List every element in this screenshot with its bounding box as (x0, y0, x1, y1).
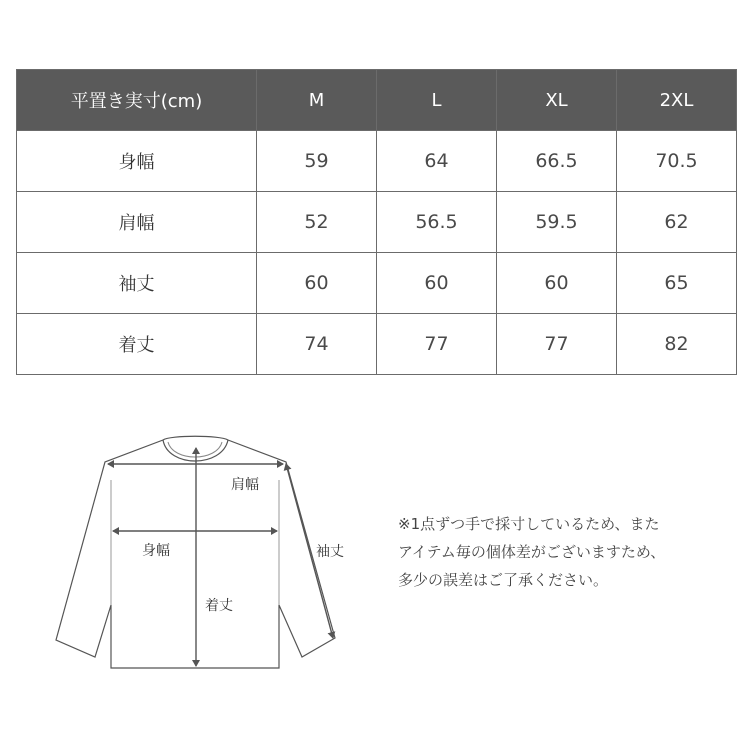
row-label: 身幅 (17, 131, 257, 192)
body-length-label: 着丈 (205, 598, 233, 614)
row-label: 着丈 (17, 314, 257, 375)
measurement-note (398, 510, 743, 594)
table-row (17, 314, 737, 375)
table-cell: 59.5 (497, 192, 617, 253)
size-table (16, 69, 737, 375)
row-label: 袖丈 (17, 253, 257, 314)
header-size-m: M (257, 70, 377, 131)
table-row (17, 131, 737, 192)
header-size-2xl: 2XL (617, 70, 737, 131)
table-cell: 60 (257, 253, 377, 314)
table-cell: 64 (377, 131, 497, 192)
header-size-xl: XL (497, 70, 617, 131)
table-cell: 59 (257, 131, 377, 192)
note-line: アイテム毎の個体差がございますため、 (398, 543, 666, 561)
garment-diagram (0, 400, 380, 700)
row-label: 肩幅 (17, 192, 257, 253)
table-cell: 52 (257, 192, 377, 253)
table-cell: 77 (497, 314, 617, 375)
header-measurement: 平置き実寸(cm) (17, 70, 257, 131)
table-cell: 56.5 (377, 192, 497, 253)
table-row (17, 192, 737, 253)
shoulder-width-label: 肩幅 (231, 477, 259, 493)
chest-width-label: 身幅 (142, 543, 170, 559)
table-cell: 60 (377, 253, 497, 314)
sleeve-length-label: 袖丈 (316, 544, 344, 560)
table-cell: 74 (257, 314, 377, 375)
table-cell: 77 (377, 314, 497, 375)
table-cell: 62 (617, 192, 737, 253)
note-line: ※1点ずつ手で採寸しているため、また (398, 515, 660, 533)
table-cell: 70.5 (617, 131, 737, 192)
table-cell: 82 (617, 314, 737, 375)
table-cell: 65 (617, 253, 737, 314)
table-cell: 66.5 (497, 131, 617, 192)
header-size-l: L (377, 70, 497, 131)
note-line: 多少の誤差はご了承ください。 (398, 571, 609, 589)
table-row (17, 253, 737, 314)
table-cell: 60 (497, 253, 617, 314)
table-header-row (17, 70, 737, 131)
